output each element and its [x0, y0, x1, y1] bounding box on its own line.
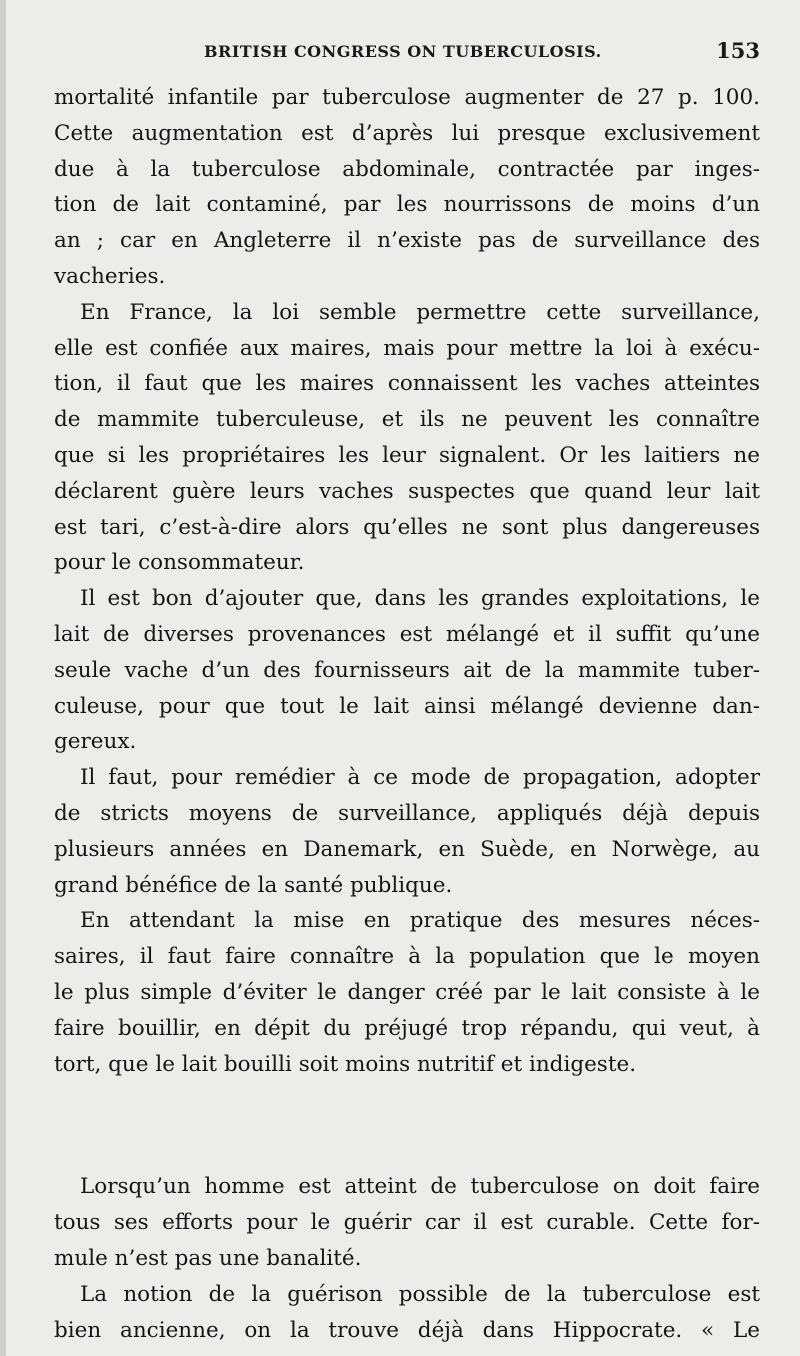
text-line: due à la tuberculose abdominale, contractée par inges- — [54, 156, 760, 182]
text-line: tous ses efforts pour le guérir car il est curable. Cette for- — [54, 1210, 760, 1236]
text-line: Il faut, pour remédier à ce mode de propagation, adopter — [80, 765, 760, 791]
text-line: plusieurs années en Danemark, en Suède, en Norwège, au — [54, 836, 760, 862]
text-line: faire bouillir, en dépit du préjugé trop répandu, qui veut, à — [54, 1015, 760, 1041]
text-line: bien ancienne, on la trouve déjà dans Hippocrate. « Le — [54, 1317, 760, 1343]
text-line: grand bénéfice de la santé publique. — [54, 872, 453, 898]
page-header — [54, 38, 760, 68]
text-line: déclarent guère leurs vaches suspectes que quand leur lait — [54, 478, 760, 504]
text-line: La notion de la guérison possible de la tuberculose est — [80, 1281, 760, 1307]
text-line: pour le consommateur. — [54, 550, 305, 576]
text-line: le plus simple d’éviter le danger créé par le lait consiste à le — [54, 979, 760, 1005]
text-line: an ; car en Angleterre il n’existe pas de surveillance des — [54, 228, 760, 254]
text-line: vacheries. — [54, 263, 166, 289]
text-line: lait de diverses provenances est mélangé et il suffit qu’une — [54, 621, 760, 647]
text-line: mortalité infantile par tuberculose augmenter de 27 p. 100. — [54, 85, 760, 110]
text-line: Il est bon d’ajouter que, dans les grandes exploitations, le — [80, 586, 760, 612]
text-line: tion de lait contaminé, par les nourrissons de moins d’un — [54, 192, 760, 218]
text-line: mule n’est pas une banalité. — [54, 1245, 362, 1271]
text-line: Lorsqu’un homme est atteint de tuberculose on doit faire — [80, 1174, 760, 1200]
text-line: tort, que le lait bouilli soit moins nutritif et indigeste. — [54, 1051, 637, 1077]
text-line: que si les propriétaires les leur signalent. Or les laitiers ne — [54, 442, 760, 468]
text-line: elle est confiée aux maires, mais pour mettre la loi à exécu- — [54, 335, 760, 361]
page-number: 153 — [716, 38, 760, 63]
text-line: de stricts moyens de surveillance, appliqués déjà depuis — [54, 800, 760, 826]
body-text — [54, 80, 760, 1348]
text-line: tion, il faut que les maires connaissent les vaches atteintes — [54, 371, 760, 397]
text-line: culeuse, pour que tout le lait ainsi mélangé devienne dan- — [54, 693, 760, 719]
text-line: saires, il faut faire connaître à la population que le moyen — [54, 944, 760, 970]
running-head: BRITISH CONGRESS ON TUBERCULOSIS. — [204, 42, 602, 61]
text-line: de mammite tuberculeuse, et ils ne peuvent les connaître — [54, 407, 760, 433]
text-line: Cette augmentation est d’après lui presque exclusivement — [54, 120, 760, 146]
text-line: est tari, c’est-à-dire alors qu’elles ne sont plus dangereuses — [54, 514, 760, 540]
text-line: En attendant la mise en pratique des mesures néces- — [80, 908, 760, 934]
text-line: gereux. — [54, 729, 137, 755]
text-line: seule vache d’un des fournisseurs ait de la mammite tuber- — [54, 657, 760, 683]
text-line: En France, la loi semble permettre cette surveillance, — [80, 299, 760, 325]
